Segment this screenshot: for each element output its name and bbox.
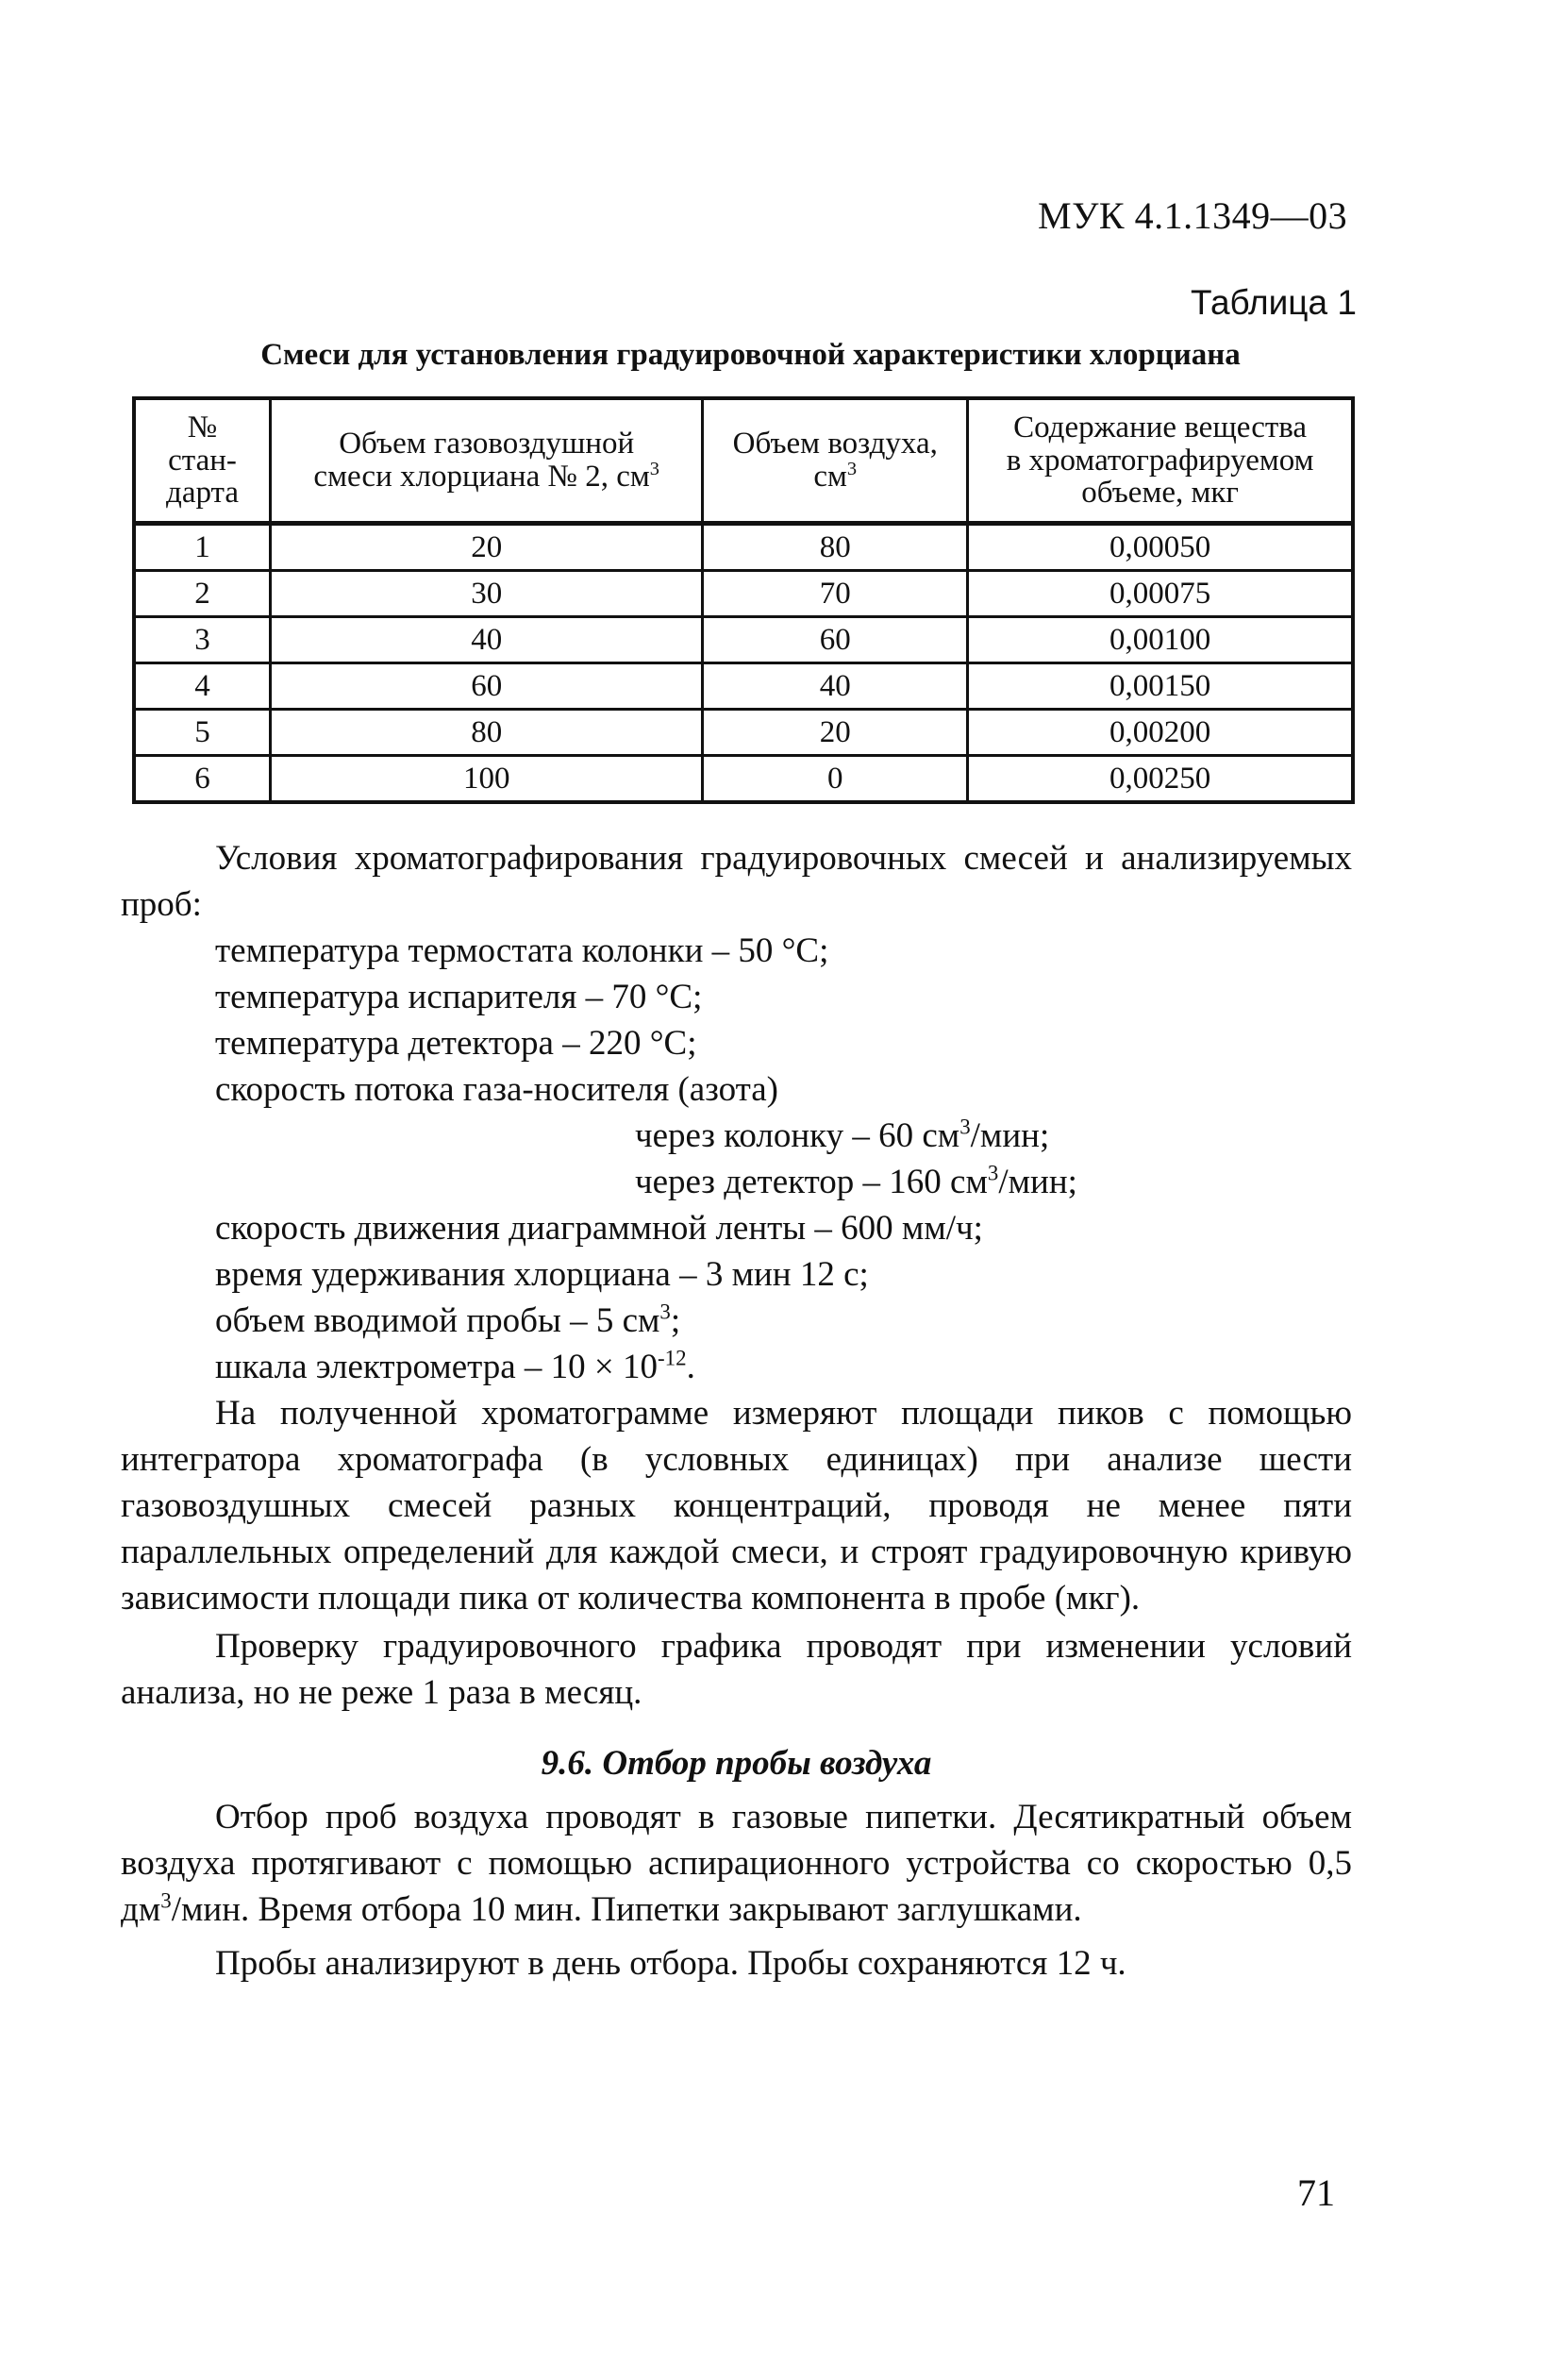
table-row bbox=[134, 571, 1353, 617]
column-header-gas-mixture-volume: Объем газовоздушной смеси хлорциана № 2, $см^3$ bbox=[271, 398, 703, 524]
table-cell: 0,00075 bbox=[968, 571, 1353, 617]
table-cell: 80 bbox=[703, 524, 968, 571]
paragraph-measurement: На полученной хроматограмме измеряют площади пиков с помощью интегратора хроматографа (в условных единицах) при анализе шести газовоздушных смесей разных концентраций, проводя не менее пяти параллельных определений для каждой смеси, и строят градуировочную кривую зависимости площади пика от количества компонента в пробе (мкг). bbox=[121, 1394, 1352, 1618]
table-cell: 1 bbox=[134, 524, 271, 571]
table-cell: 40 bbox=[703, 663, 968, 710]
table-row bbox=[134, 617, 1353, 663]
table-cell: 4 bbox=[134, 663, 271, 710]
document-code: МУК 4.1.1349—03 bbox=[1038, 194, 1348, 237]
table-cell: 0,00150 bbox=[968, 663, 1353, 710]
document-body bbox=[121, 835, 1352, 1987]
paragraph-graph-check: Проверку градуировочного графика проводят при изменении условий анализа, но не реже 1 раза в месяц. bbox=[121, 1627, 1352, 1712]
table-cell: 2 bbox=[134, 571, 271, 617]
condition-retention-time: время удерживания хлорциана – 3 мин 12 с; bbox=[215, 1255, 869, 1294]
page-number: 71 bbox=[1297, 2171, 1335, 2214]
condition-gas-flow: скорость потока газа-носителя (азота) bbox=[215, 1070, 778, 1109]
table-row bbox=[134, 710, 1353, 756]
table-cell: 100 bbox=[271, 756, 703, 803]
table-cell: 60 bbox=[703, 617, 968, 663]
section-title: 9.6. Отбор пробы воздуха bbox=[541, 1744, 932, 1783]
table-cell: 30 bbox=[271, 571, 703, 617]
table-cell: 80 bbox=[271, 710, 703, 756]
conditions-intro: Условия хроматографирования градуировочных смесей и анализируемых проб: bbox=[121, 839, 1352, 924]
table-label: Таблица 1 bbox=[1191, 283, 1357, 322]
column-header-air-volume: Объем воздуха, $см^3$ bbox=[703, 398, 968, 524]
condition-thermostat: температура термостата колонки – 50 °С; bbox=[215, 931, 829, 970]
condition-evaporator: температура испарителя – 70 °С; bbox=[215, 978, 703, 1016]
table-cell: 60 bbox=[271, 663, 703, 710]
table-cell: 0 bbox=[703, 756, 968, 803]
calibration-mixtures-table bbox=[132, 396, 1355, 804]
condition-tape-speed: скорость движения диаграммной ленты – 600 мм/ч; bbox=[215, 1209, 983, 1248]
table-row bbox=[134, 663, 1353, 710]
table-cell: 3 bbox=[134, 617, 271, 663]
paragraph-sampling: Отбор проб воздуха проводят в газовые пипетки. Десятикратный объем воздуха протягивают с помощью аспирационного устройства со скоростью 0,5 $дм^3$/мин. Время отбора 10 мин. Пипетки закрывают заглушками. bbox=[121, 1798, 1352, 1929]
table-row bbox=[134, 524, 1353, 571]
table-header-row bbox=[134, 398, 1353, 524]
table-cell: 0,00050 bbox=[968, 524, 1353, 571]
condition-column-flow: через колонку – 60 $см^3$/мин; bbox=[635, 1115, 1050, 1155]
column-header-standard-number: № стан- дарта bbox=[134, 398, 271, 524]
table-cell: 5 bbox=[134, 710, 271, 756]
table-title: Смеси для установления градуировочной характеристики хлорциана bbox=[260, 338, 1241, 372]
table-cell: 0,00200 bbox=[968, 710, 1353, 756]
condition-sample-volume: объем вводимой пробы – 5 $см^3$; bbox=[215, 1299, 681, 1340]
paragraph-storage: Пробы анализируют в день отбора. Пробы сохраняются 12 ч. bbox=[215, 1944, 1126, 1983]
table-cell: 6 bbox=[134, 756, 271, 803]
table-cell: 0,00250 bbox=[968, 756, 1353, 803]
table-cell: 0,00100 bbox=[968, 617, 1353, 663]
table-cell: 20 bbox=[271, 524, 703, 571]
table-cell: 40 bbox=[271, 617, 703, 663]
condition-detector: температура детектора – 220 °С; bbox=[215, 1024, 697, 1063]
table-cell: 20 bbox=[703, 710, 968, 756]
column-header-substance-content: Содержание вещества в хроматографируемом объеме, мкг bbox=[968, 398, 1353, 524]
condition-detector-flow: через детектор – 160 $см^3$/мин; bbox=[635, 1161, 1077, 1201]
table-row bbox=[134, 756, 1353, 803]
table-cell: 70 bbox=[703, 571, 968, 617]
condition-electrometer-scale: шкала электрометра – $10 \times 10^{-12}$. bbox=[215, 1346, 695, 1386]
